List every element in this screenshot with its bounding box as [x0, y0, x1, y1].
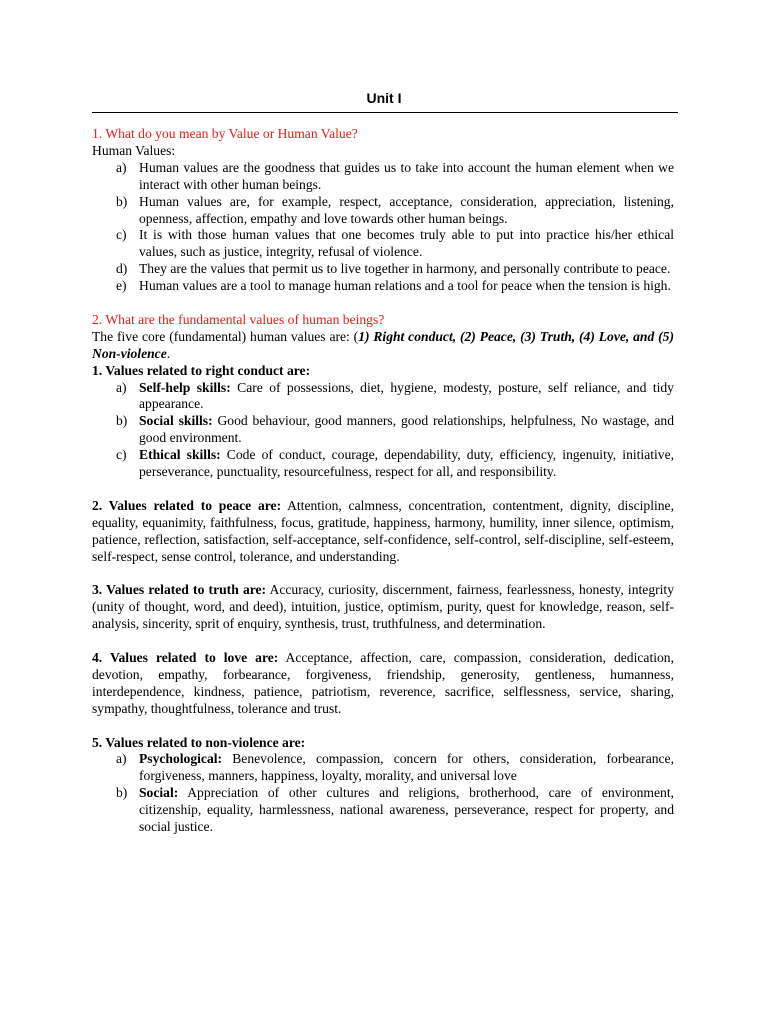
section-text: Acceptance, affection, care, compassion, consideration, dedication, devotion, empathy, forbearance, forgiveness, friendship, generosity, gentleness, humanness, interdependence, kindness, patience, patriotism, reverence, sacrifice, selflessness, service, sharing, sympathy, thoughtfulness, tolerance and trust. [92, 650, 674, 716]
list-item [92, 160, 674, 194]
item-label: c) [116, 227, 127, 243]
list-item [92, 447, 674, 481]
item-text: Good behaviour, good manners, good relationships, helpfulness, No wastage, and good environment. [139, 413, 675, 446]
list-item [92, 751, 674, 785]
item-text: Human values are, for example, respect, acceptance, consideration, appreciation, listening, openness, affection, empathy and love towards other human beings. [139, 193, 674, 226]
non-violence-heading [92, 735, 674, 752]
item-label: b) [116, 785, 128, 801]
list-item [92, 278, 674, 295]
human-values-heading: Human Values: [92, 142, 176, 158]
item-label: a) [116, 751, 127, 767]
list-item [92, 785, 674, 836]
question-2: 2. What are the fundamental values of human beings? [92, 311, 385, 327]
list-item [92, 194, 674, 228]
item-term: Social: [139, 785, 179, 801]
love-values-paragraph [92, 650, 674, 718]
section-heading: 1. Values related to right conduct are: [92, 362, 311, 378]
item-label: a) [116, 379, 127, 395]
item-term: Social skills: [139, 413, 213, 429]
item-label: e) [116, 278, 127, 294]
intro-prefix: The five core (fundamental) human values are: ( [92, 328, 359, 344]
item-text: Human values are a tool to manage human relations and a tool for peace when the tension is high. [139, 278, 671, 294]
intro-suffix: . [166, 345, 171, 361]
section-heading: 3. Values related to truth are: [92, 582, 267, 598]
section-text: Accuracy, curiosity, discernment, fairness, fearlessness, honesty, integrity (unity of thought, word, and deed), intuition, justice, optimism, purity, quest for knowledge, reason, self-analysis, sincerity, sprit of enquiry, synthesis, trust, truthfulness, and determination. [92, 582, 674, 632]
item-label: b) [116, 193, 128, 209]
right-conduct-list [92, 380, 674, 481]
item-term: Self-help skills: [139, 379, 231, 395]
right-conduct-heading [92, 363, 674, 380]
non-violence-list [92, 751, 674, 836]
item-text: Code of conduct, courage, dependability, duty, efficiency, ingenuity, initiative, perseverance, punctuality, resourcefulness, respect for all, and responsibility. [139, 447, 675, 480]
item-text: It is with those human values that one becomes truly able to put into practice his/her ethical values, such as justice, integrity, refusal of violence. [139, 227, 674, 260]
item-term: Psychological: [139, 751, 223, 767]
item-label: b) [116, 413, 128, 429]
item-text: They are the values that permit us to live together in harmony, and personally contribute to peace. [139, 261, 671, 277]
intro-core-values: 1) Right conduct, (2) Peace, (3) Truth, (4) Love, and (5) Non-violence [92, 328, 674, 361]
item-text: Appreciation of other cultures and religions, brotherhood, care of environment, citizenship, equality, harmlessness, national awareness, perseverance, respect for property, and social justice. [139, 785, 674, 835]
document-body [92, 126, 674, 836]
title-rule [92, 112, 678, 113]
item-label: c) [116, 447, 127, 463]
section-text: Attention, calmness, concentration, contentment, dignity, discipline, equality, equanimity, faithfulness, focus, gratitude, happiness, harmony, humility, inner silence, optimism, patience, reflection, satisfaction, self-acceptance, self-confidence, self-control, self-discipline, self-esteem, self-respect, sense control, tolerance, and understanding. [92, 497, 674, 564]
list-item [92, 261, 674, 278]
list-item [92, 380, 674, 414]
item-text: Human values are the goodness that guides us to take into account the human element when we interact with other human beings. [139, 159, 674, 192]
item-label: d) [116, 261, 128, 277]
item-text: Care of possessions, diet, hygiene, modesty, posture, self reliance, and tidy appearance. [139, 379, 674, 412]
truth-values-paragraph [92, 582, 674, 633]
item-term: Ethical skills: [139, 447, 221, 463]
item-label: a) [116, 159, 127, 175]
unit-title: Unit I [366, 90, 402, 106]
section-heading: 2. Values related to peace are: [92, 497, 282, 513]
list-item [92, 413, 674, 447]
human-values-list [92, 160, 674, 295]
list-item [92, 227, 674, 261]
question-1: 1. What do you mean by Value or Human Value? [92, 126, 358, 141]
item-text: Benevolence, compassion, concern for others, consideration, forbearance, forgiveness, manners, happiness, loyalty, morality, and universal love [139, 751, 674, 784]
core-values-intro [92, 329, 674, 363]
section-heading: 5. Values related to non-violence are: [92, 734, 306, 750]
section-heading: 4. Values related to love are: [92, 650, 279, 666]
peace-values-paragraph [92, 498, 674, 566]
